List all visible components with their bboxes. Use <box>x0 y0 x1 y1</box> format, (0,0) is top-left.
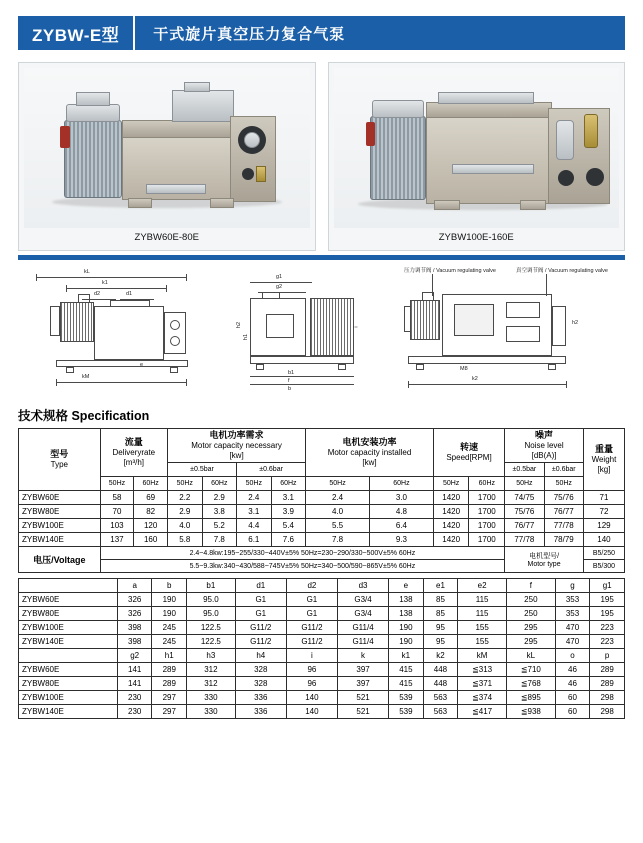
cell-inst50: 4.0 <box>306 505 370 519</box>
dim-cell: 330 <box>187 705 236 719</box>
header-type-cn: 型号 <box>50 449 69 459</box>
dim-cell: 470 <box>555 635 590 649</box>
header-rpm-60hz: 60Hz <box>469 477 505 491</box>
dim-cell: 448 <box>423 663 458 677</box>
dim-cell: 521 <box>337 691 388 705</box>
table-row <box>19 663 625 677</box>
cell-p06-60: 3.1 <box>271 491 306 505</box>
cell-noise05: 76/77 <box>505 519 544 533</box>
header-mc05-60hz: 60Hz <box>202 477 237 491</box>
dimension-header-row-b <box>19 649 625 663</box>
cell-noise06: 76/77 <box>544 505 583 519</box>
specification-table <box>18 428 625 573</box>
cell-type: ZYBW140E <box>19 533 101 547</box>
header-flow-en: Deliveryrate <box>112 448 156 458</box>
dim-head-b: b <box>152 579 187 593</box>
dim-cell: 46 <box>555 663 590 677</box>
table-row <box>19 691 625 705</box>
dim-cell: 353 <box>555 607 590 621</box>
voltage-row <box>19 547 625 560</box>
motor-type-label <box>505 547 584 573</box>
cell-weight: 72 <box>583 505 624 519</box>
header-weight-unit: [kg] <box>597 465 611 475</box>
dim-cell: 195 <box>590 593 625 607</box>
cell-noise05: 75/76 <box>505 505 544 519</box>
header-mc-06bar: ±0.6bar <box>237 463 306 477</box>
dim-cell: G3/4 <box>337 593 388 607</box>
table-row <box>19 533 625 547</box>
dim-type: ZYBW80E <box>19 677 118 691</box>
dim-cell: ≦938 <box>506 705 555 719</box>
dim-head-kL: kL <box>506 649 555 663</box>
dim-cell: 95.0 <box>187 607 236 621</box>
dim-cell: 353 <box>555 593 590 607</box>
page-header <box>18 16 625 50</box>
dim-cell: 95 <box>423 621 458 635</box>
cell-rpm50: 1420 <box>433 519 469 533</box>
dim-type: ZYBW100E <box>19 621 118 635</box>
dim-head-e: e <box>389 579 424 593</box>
table-header-row <box>19 477 625 491</box>
dim-cell: 336 <box>235 705 286 719</box>
cell-flow60: 120 <box>134 519 168 533</box>
cell-rpm50: 1420 <box>433 505 469 519</box>
dim-cell: 115 <box>458 593 507 607</box>
cell-p05-60: 7.8 <box>202 533 237 547</box>
dim-cell: 312 <box>187 677 236 691</box>
header-motorcap-cn: 电机功率需求 <box>209 430 264 440</box>
table-row <box>19 635 625 649</box>
cell-flow50: 70 <box>100 505 134 519</box>
cell-inst50: 2.4 <box>306 491 370 505</box>
dim-cell: 190 <box>152 607 187 621</box>
cell-inst60: 4.8 <box>369 505 433 519</box>
cell-rpm60: 1700 <box>469 533 505 547</box>
dim-head-k2: k2 <box>423 649 458 663</box>
cell-p05-50: 2.2 <box>167 491 202 505</box>
motor-type-label-en: Motor type <box>527 561 561 569</box>
dim-head-d1: d1 <box>235 579 286 593</box>
dim-cell: G11/2 <box>235 621 286 635</box>
header-noise-06bar: ±0.6bar <box>544 463 583 477</box>
header-noise06-hz: 50Hz <box>544 477 583 491</box>
dim-head-blank-b <box>19 649 118 663</box>
dim-cell: 141 <box>117 677 152 691</box>
dim-cell: 96 <box>286 663 337 677</box>
header-speed-cn: 转速 <box>460 442 479 452</box>
header-mc05-50hz: 50Hz <box>167 477 202 491</box>
header-weight-en: Weight <box>591 455 617 465</box>
dim-head-f: f <box>506 579 555 593</box>
table-row <box>19 593 625 607</box>
dim-cell: 140 <box>286 691 337 705</box>
pump-caption-left: ZYBW60E-80E <box>134 232 199 243</box>
dim-cell: 223 <box>590 635 625 649</box>
cell-p06-50: 3.1 <box>237 505 272 519</box>
header-inst-60hz: 60Hz <box>369 477 433 491</box>
cell-p05-50: 5.8 <box>167 533 202 547</box>
dim-cell: 326 <box>117 593 152 607</box>
table-row <box>19 677 625 691</box>
dim-cell: 398 <box>117 635 152 649</box>
dim-head-k: k <box>337 649 388 663</box>
dim-cell: 115 <box>458 607 507 621</box>
dim-cell: 155 <box>458 621 507 635</box>
dim-cell: 415 <box>389 663 424 677</box>
cell-rpm60: 1700 <box>469 519 505 533</box>
dim-cell: 190 <box>389 621 424 635</box>
product-photos <box>18 62 625 251</box>
table-header-row <box>19 429 625 463</box>
dim-cell: 563 <box>423 705 458 719</box>
dim-cell: G1 <box>235 607 286 621</box>
cell-flow60: 160 <box>134 533 168 547</box>
header-flow-60hz: 60Hz <box>134 477 168 491</box>
table-row <box>19 607 625 621</box>
cell-type: ZYBW60E <box>19 491 101 505</box>
cell-inst50: 7.8 <box>306 533 370 547</box>
voltage-line-2: 5.5~9.3kw:340~430/588~745V±5% 50Hz=340~500/590~865V±5% 60Hz <box>100 560 505 573</box>
cell-noise06: 78/79 <box>544 533 583 547</box>
dim-cell: 223 <box>590 621 625 635</box>
dim-cell: 122.5 <box>187 621 236 635</box>
dim-cell: 326 <box>117 607 152 621</box>
dim-head-e2: e2 <box>458 579 507 593</box>
dim-cell: 563 <box>423 691 458 705</box>
dim-cell: 298 <box>590 691 625 705</box>
header-flow-cn: 流量 <box>124 437 143 447</box>
dim-cell: 289 <box>590 677 625 691</box>
dim-cell: G11/2 <box>235 635 286 649</box>
cell-p05-60: 5.2 <box>202 519 237 533</box>
table-row <box>19 519 625 533</box>
dim-head-kM: kM <box>458 649 507 663</box>
cell-p05-50: 2.9 <box>167 505 202 519</box>
header-installed-en: Motor capacity installed <box>327 448 412 458</box>
dim-cell: ≦768 <box>506 677 555 691</box>
technical-drawings <box>18 266 625 398</box>
dim-cell: 85 <box>423 607 458 621</box>
dim-head-k1: k1 <box>389 649 424 663</box>
dim-head-a: a <box>117 579 152 593</box>
header-mc06-50hz: 50Hz <box>237 477 272 491</box>
dim-cell: G1 <box>235 593 286 607</box>
dim-cell: G1 <box>286 607 337 621</box>
cell-p06-60: 3.9 <box>271 505 306 519</box>
dim-cell: 297 <box>152 705 187 719</box>
dim-cell: 60 <box>555 691 590 705</box>
spec-title: 技术规格 Specification <box>18 409 150 423</box>
dim-cell: 95 <box>423 635 458 649</box>
dim-cell: 297 <box>152 691 187 705</box>
dim-cell: 398 <box>117 621 152 635</box>
header-installed-cn: 电机安装功率 <box>342 437 397 447</box>
dim-cell: 298 <box>590 705 625 719</box>
dim-cell: 190 <box>389 635 424 649</box>
header-noise05-hz: 50Hz <box>505 477 544 491</box>
motor-type-1: B5/250 <box>583 547 624 560</box>
cell-p06-50: 4.4 <box>237 519 272 533</box>
dim-cell: 230 <box>117 691 152 705</box>
cell-noise06: 75/76 <box>544 491 583 505</box>
cell-inst50: 5.5 <box>306 519 370 533</box>
cell-flow50: 58 <box>100 491 134 505</box>
dim-cell: 470 <box>555 621 590 635</box>
table-row <box>19 621 625 635</box>
dim-cell: 289 <box>152 677 187 691</box>
header-mc-05bar: ±0.5bar <box>167 463 236 477</box>
dim-cell: G11/2 <box>286 621 337 635</box>
dim-head-g2: g2 <box>117 649 152 663</box>
header-mc06-60hz: 60Hz <box>271 477 306 491</box>
cell-noise06: 77/78 <box>544 519 583 533</box>
cell-p06-50: 6.1 <box>237 533 272 547</box>
dim-cell: 245 <box>152 635 187 649</box>
cell-type: ZYBW100E <box>19 519 101 533</box>
header-motorcap-unit: [kw] <box>229 451 244 461</box>
dim-cell: 138 <box>389 593 424 607</box>
dim-cell: 140 <box>286 705 337 719</box>
dim-cell: 448 <box>423 677 458 691</box>
header-rpm-50hz: 50Hz <box>433 477 469 491</box>
cell-inst60: 6.4 <box>369 519 433 533</box>
header-weight-cn: 重量 <box>594 444 613 454</box>
cell-flow60: 69 <box>134 491 168 505</box>
cell-rpm50: 1420 <box>433 491 469 505</box>
cell-p05-50: 4.0 <box>167 519 202 533</box>
cell-p05-60: 3.8 <box>202 505 237 519</box>
dim-cell: 122.5 <box>187 635 236 649</box>
pump-photo-right <box>328 62 626 251</box>
dim-cell: 155 <box>458 635 507 649</box>
dim-cell: 415 <box>389 677 424 691</box>
dim-cell: 60 <box>555 705 590 719</box>
cell-weight: 140 <box>583 533 624 547</box>
dim-cell: 328 <box>235 663 286 677</box>
dim-cell: 230 <box>117 705 152 719</box>
motor-type-label-cn: 电机型号/ <box>529 553 560 561</box>
dim-cell: 138 <box>389 607 424 621</box>
dim-cell: G11/2 <box>286 635 337 649</box>
motor-type-2: B5/300 <box>583 560 624 573</box>
header-flow-unit: [m³/h] <box>123 458 145 468</box>
header-type-en: Type <box>50 460 68 470</box>
dim-cell: 330 <box>187 691 236 705</box>
dim-head-h1: h1 <box>152 649 187 663</box>
table-row <box>19 491 625 505</box>
dim-cell: 250 <box>506 593 555 607</box>
page-title: 干式旋片真空压力复合气泵 <box>135 16 625 50</box>
dim-cell: G11/4 <box>337 621 388 635</box>
pump-caption-right: ZYBW100E-160E <box>438 232 514 243</box>
drawing-right: 压力调节阀 / Vacuum regulating valve 真空调节阀 / Vacuum regulating valve M8 k2 h2 <box>396 266 626 396</box>
header-installed-unit: [kw] <box>362 458 377 468</box>
pump-photo-left <box>18 62 316 251</box>
dim-type: ZYBW140E <box>19 705 118 719</box>
dim-cell: G1 <box>286 593 337 607</box>
pump-image-right <box>334 68 620 228</box>
dim-cell: 95.0 <box>187 593 236 607</box>
dim-cell: ≦417 <box>458 705 507 719</box>
cell-flow50: 103 <box>100 519 134 533</box>
cell-inst60: 9.3 <box>369 533 433 547</box>
dim-cell: 295 <box>506 635 555 649</box>
dim-type: ZYBW100E <box>19 691 118 705</box>
dim-cell: 46 <box>555 677 590 691</box>
cell-flow50: 137 <box>100 533 134 547</box>
dim-head-e1: e1 <box>423 579 458 593</box>
dim-head-o: o <box>555 649 590 663</box>
dim-type: ZYBW80E <box>19 607 118 621</box>
dimension-header-row-a <box>19 579 625 593</box>
header-speed-en: Speed[RPM] <box>446 453 492 463</box>
drawing-left: kL k1 d2 d1 kM e <box>22 270 212 396</box>
dim-head-blank-a <box>19 579 118 593</box>
cell-inst60: 3.0 <box>369 491 433 505</box>
header-noise-unit: [dB(A)] <box>531 451 557 461</box>
cell-p06-60: 5.4 <box>271 519 306 533</box>
dim-cell: ≦895 <box>506 691 555 705</box>
dim-cell: G3/4 <box>337 607 388 621</box>
pump-image-left <box>24 68 310 228</box>
dim-cell: 245 <box>152 621 187 635</box>
dim-cell: ≦374 <box>458 691 507 705</box>
dim-head-p: p <box>590 649 625 663</box>
dim-cell: G11/4 <box>337 635 388 649</box>
dim-cell: 289 <box>590 663 625 677</box>
dim-cell: 336 <box>235 691 286 705</box>
cell-rpm60: 1700 <box>469 491 505 505</box>
dim-head-d2: d2 <box>286 579 337 593</box>
dim-head-b1: b1 <box>187 579 236 593</box>
cell-noise05: 74/75 <box>505 491 544 505</box>
dim-cell: 539 <box>389 705 424 719</box>
model-tag: ZYBW-E型 <box>18 16 133 50</box>
header-inst-50hz: 50Hz <box>306 477 370 491</box>
dim-type: ZYBW60E <box>19 593 118 607</box>
dim-cell: 141 <box>117 663 152 677</box>
dim-cell: 397 <box>337 677 388 691</box>
dim-cell: ≦313 <box>458 663 507 677</box>
cell-weight: 129 <box>583 519 624 533</box>
dimension-table <box>18 578 625 719</box>
dim-head-h3: h3 <box>187 649 236 663</box>
cell-flow60: 82 <box>134 505 168 519</box>
dim-cell: 289 <box>152 663 187 677</box>
voltage-line-1: 2.4~4.8kw:195~255/330~440V±5% 50Hz=230~290/330~500V±5% 60Hz <box>100 547 505 560</box>
cell-p05-60: 2.9 <box>202 491 237 505</box>
cell-noise05: 77/78 <box>505 533 544 547</box>
accent-bar <box>18 255 625 260</box>
dim-cell: 295 <box>506 621 555 635</box>
dim-cell: ≦710 <box>506 663 555 677</box>
cell-p06-60: 7.6 <box>271 533 306 547</box>
cell-p06-50: 2.4 <box>237 491 272 505</box>
drawing-middle: g1 g2 h2 h1 i b1 f b <box>236 274 360 392</box>
cell-rpm50: 1420 <box>433 533 469 547</box>
dim-cell: 250 <box>506 607 555 621</box>
dim-type: ZYBW60E <box>19 663 118 677</box>
cell-weight: 71 <box>583 491 624 505</box>
dim-cell: 190 <box>152 593 187 607</box>
table-row <box>19 705 625 719</box>
header-flow-50hz: 50Hz <box>100 477 134 491</box>
dim-head-i: i <box>286 649 337 663</box>
header-motorcap-en: Motor capacity necessary <box>191 441 282 451</box>
voltage-label: 电压/Voltage <box>19 547 101 573</box>
table-row <box>19 505 625 519</box>
header-noise-05bar: ±0.5bar <box>505 463 544 477</box>
dim-cell: 312 <box>187 663 236 677</box>
dim-head-d3: d3 <box>337 579 388 593</box>
dim-cell: 96 <box>286 677 337 691</box>
header-noise-cn: 噪声 <box>535 430 554 440</box>
dim-cell: 539 <box>389 691 424 705</box>
dim-head-g: g <box>555 579 590 593</box>
dim-cell: 521 <box>337 705 388 719</box>
cell-rpm60: 1700 <box>469 505 505 519</box>
dim-cell: 328 <box>235 677 286 691</box>
dim-cell: 195 <box>590 607 625 621</box>
dim-type: ZYBW140E <box>19 635 118 649</box>
header-noise-en: Noise level <box>524 441 564 451</box>
dim-cell: 85 <box>423 593 458 607</box>
dim-head-g1: g1 <box>590 579 625 593</box>
dim-cell: ≦371 <box>458 677 507 691</box>
cell-type: ZYBW80E <box>19 505 101 519</box>
dim-head-h4: h4 <box>235 649 286 663</box>
dim-cell: 397 <box>337 663 388 677</box>
